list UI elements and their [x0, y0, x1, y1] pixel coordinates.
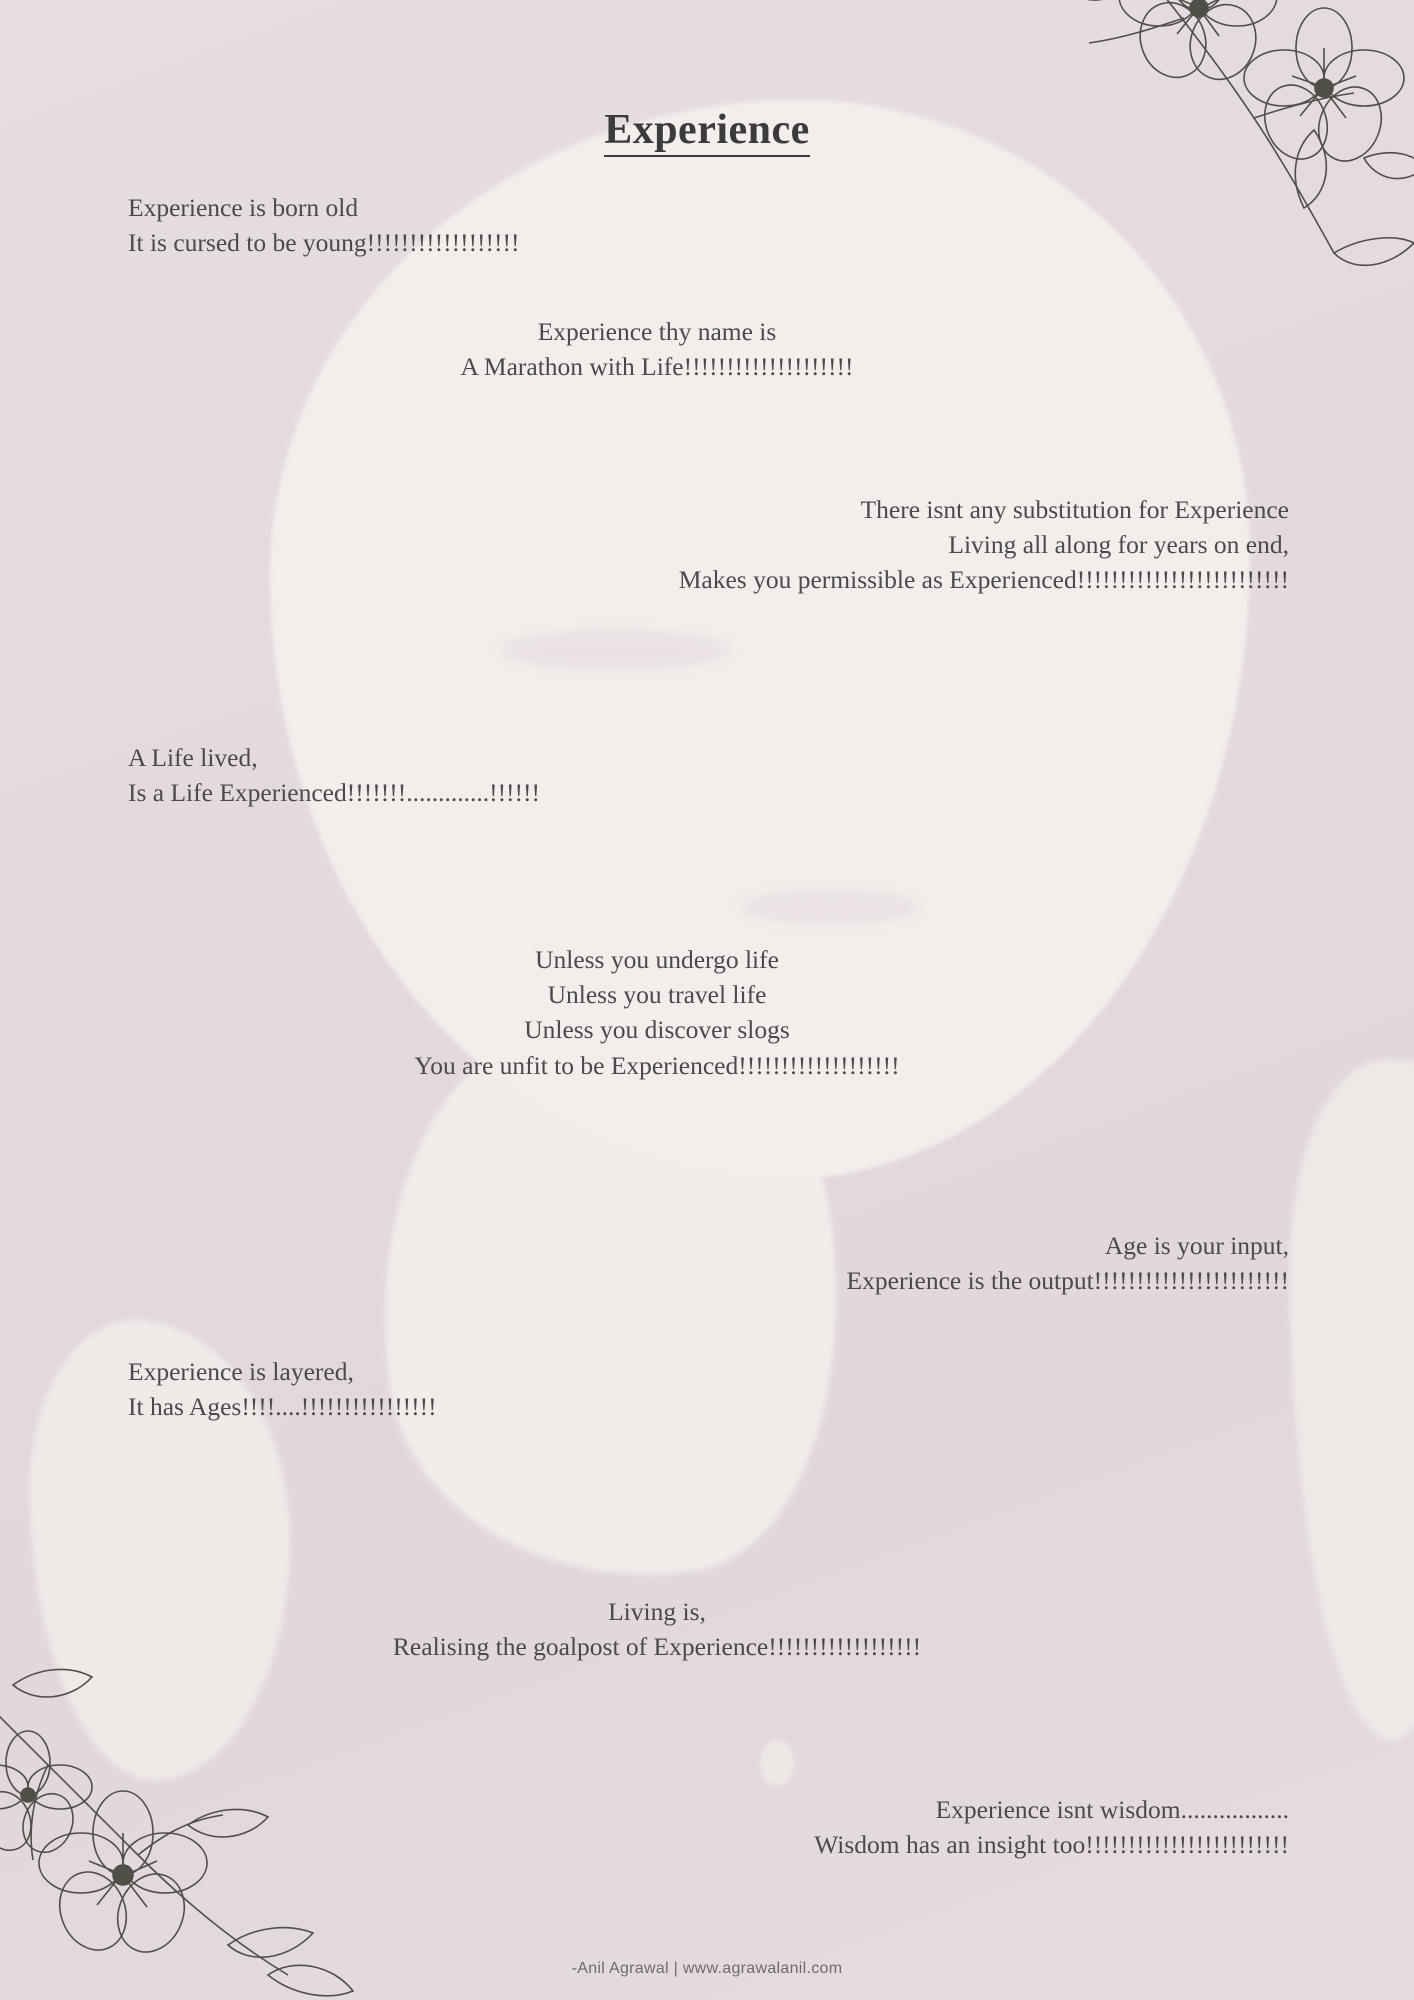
stanza-4: [128, 740, 540, 810]
poem-line: Experience is born old: [128, 193, 359, 222]
poem-line: Living is,: [608, 1597, 706, 1626]
poem-line: Experience is layered,: [128, 1357, 354, 1386]
poem-line: Experience thy name is: [537, 317, 777, 346]
stanza-8: [257, 1594, 1057, 1664]
stanza-5: [307, 942, 1007, 1083]
poem-line: Makes you permissible as Experienced!!!!!!!!!!!!!!!!!!!!!!!!!: [678, 565, 1289, 595]
page-title: [0, 106, 1414, 154]
poem-line: Experience is the output!!!!!!!!!!!!!!!!!!!!!!!: [846, 1266, 1289, 1296]
poem-line: Age is your input,: [1104, 1231, 1289, 1260]
stanza-6: [847, 1228, 1289, 1298]
poem-line: Unless you travel life: [547, 980, 767, 1010]
portrait-shadow-upper: [500, 630, 730, 670]
portrait-shadow-lower: [740, 890, 920, 924]
footer-credit: -Anil Agrawal | www.agrawalanil.com: [571, 1960, 843, 1977]
background-brush-right: [1290, 1060, 1414, 1740]
background-speck: [760, 1740, 794, 1786]
poem-line: You are unfit to be Experienced!!!!!!!!!!!!!!!!!!!: [414, 1050, 900, 1080]
stanza-3: [679, 492, 1289, 598]
poem-line: There isnt any substitution for Experience: [860, 495, 1289, 524]
poem-line: It has Ages!!!!....!!!!!!!!!!!!!!!!: [128, 1392, 437, 1422]
poem-line: It is cursed to be young!!!!!!!!!!!!!!!!!!: [128, 228, 520, 258]
stanza-2: [307, 314, 1007, 384]
poem-line: Unless you undergo life: [535, 945, 779, 974]
stanza-9: [814, 1792, 1289, 1862]
stanza-1: [128, 190, 520, 260]
poem-line: A Marathon with Life!!!!!!!!!!!!!!!!!!!!: [460, 352, 854, 382]
poem-line: Is a Life Experienced!!!!!!!.............!!!!!!: [128, 778, 541, 808]
poem-line: Realising the goalpost of Experience!!!!!!!!!!!!!!!!!!: [392, 1632, 922, 1662]
stanza-7: [128, 1354, 437, 1424]
poem-line: Wisdom has an insight too!!!!!!!!!!!!!!!!!!!!!!!!: [814, 1830, 1289, 1860]
poem-line: A Life lived,: [128, 743, 258, 772]
poem-line: Experience isnt wisdom.................: [935, 1795, 1289, 1824]
page-title-text: Experience: [604, 107, 810, 157]
poem-line: Unless you discover slogs: [524, 1015, 790, 1045]
poem-line: Living all along for years on end,: [948, 530, 1289, 560]
